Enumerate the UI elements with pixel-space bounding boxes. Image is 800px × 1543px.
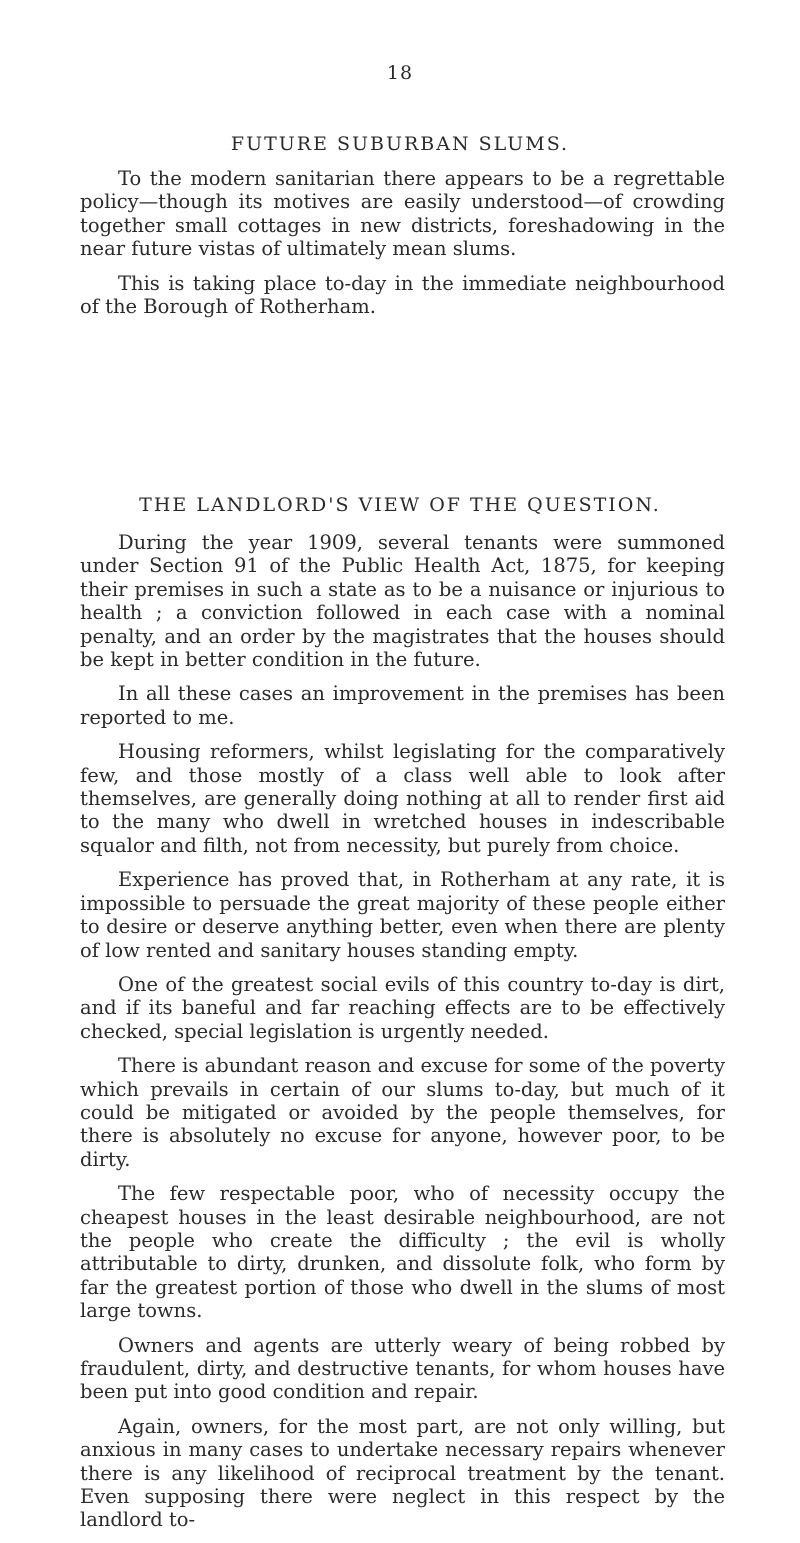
section-heading-landlords-view: THE LANDLORD'S VIEW OF THE QUESTION. <box>139 494 661 516</box>
section-future-suburban-slums <box>80 167 725 329</box>
paragraph: Housing reformers, whilst legislating for the comparatively few, and those mostly of a class well able to look after themselves, are generally doing nothing at all to render first aid to the many who dwell in wretched houses in indescribable squalor and filth, not from necessity, but purely from choice. <box>80 740 725 857</box>
paragraph: Experience has proved that, in Rotherham at any rate, it is impossible to persuade the great majority of these people either to desire or deserve anything better, even when there are plenty of low rented and sanitary houses standing empty. <box>80 868 725 962</box>
section-landlords-view <box>80 531 725 1543</box>
section-heading-future-suburban-slums: FUTURE SUBURBAN SLUMS. <box>230 133 570 155</box>
paragraph: The few respectable poor, who of necessity occupy the cheapest houses in the least desirable neighbourhood, are not the people who create the difficulty ; the evil is wholly attributable to dirty, drunken, and dissolute folk, who form by far the greatest portion of those who dwell in the slums of most large towns. <box>80 1182 725 1323</box>
paragraph: Again, owners, for the most part, are not only willing, but anxious in many cases to undertake necessary repairs whenever there is any likelihood of reciprocal treatment by the tenant. Even supposing there were neglect in this respect by the landlord to- <box>80 1414 725 1532</box>
paragraph: One of the greatest social evils of this country to-day is dirt, and if its baneful and far reaching effects are to be effectively checked, special legislation is urgently needed. <box>80 972 725 1043</box>
page-number: 18 <box>386 62 414 84</box>
paragraph: There is abundant reason and excuse for some of the poverty which prevails in certain of our slums to-day, but much of it could be mitigated or avoided by the people themselves, for there is absolutely no excuse for anyone, however poor, to be dirty. <box>80 1054 725 1171</box>
paragraph: In all these cases an improvement in the premises has been reported to me. <box>80 682 725 729</box>
paragraph: To the modern sanitarian there appears to be a regrettable policy—though its motives are easily understood—of crowding together small cottages in new districts, foreshadowing in the near future vistas of ultimately mean slums. <box>80 167 725 261</box>
paragraph: This is taking place to-day in the immediate neighbourhood of the Borough of Rotherham. <box>80 271 725 319</box>
paragraph: Owners and agents are utterly weary of being robbed by fraudulent, dirty, and destructive tenants, for whom houses have been put into good condition and repair. <box>80 1333 725 1404</box>
paragraph: During the year 1909, several tenants were summoned under Section 91 of the Public Health Act, 1875, for keeping their premises in such a state as to be a nuisance or injurious to health ; a conviction followed in each case with a nominal penalty, and an order by the magistrates that the houses should be kept in better condition in the future. <box>80 531 725 672</box>
